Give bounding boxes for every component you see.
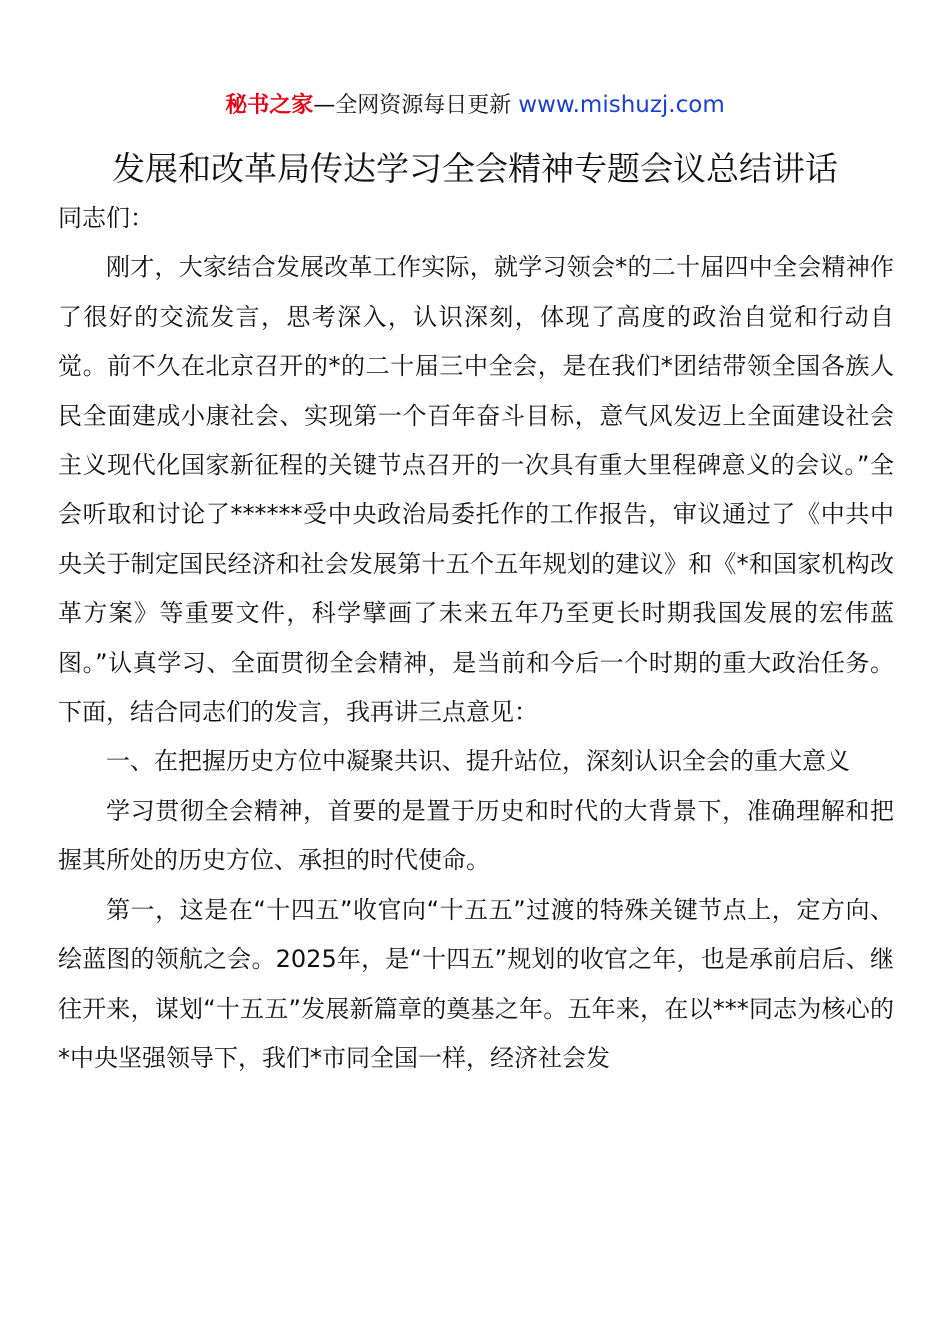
salutation: 同志们： (58, 204, 154, 232)
site-url-link[interactable]: www.mishuzj.com (518, 92, 725, 118)
site-header (0, 88, 950, 123)
body-paragraph: 学习贯彻全会精神，首要的是置于历史和时代的大背景下，准确理解和把握其所处的历史方位、承担的时代使命。 (58, 796, 894, 875)
section-heading: 一、在把握历史方位中凝聚共识、提升站位，深刻认识全会的重大意义 (106, 747, 850, 776)
document-body (58, 194, 894, 1083)
document-title: 发展和改革局传达学习全会精神专题会议总结讲话 (112, 149, 838, 188)
body-paragraph: 第一，这是在“十四五”收官向“十五五”过渡的特殊关键节点上，定方向、绘蓝图的领航之会。2025年，是“十四五”规划的收官之年，也是承前启后、继往开来，谋划“十五五”发展新篇章的奠基之年。五年来，在以***同志为核心的*中央坚强领导下，我们*市同全国一样，经济社会发 (58, 895, 894, 1072)
site-brand: 秘书之家 (225, 93, 314, 118)
site-tagline: —全网资源每日更新 (313, 93, 512, 118)
body-paragraph: 刚才，大家结合发展改革工作实际，就学习领会*的二十届四中全会精神作了很好的交流发言，思考深入，认识深刻，体现了高度的政治自觉和行动自觉。前不久在北京召开的*的二十届三中全会，是在我们*团结带领全国各族人民全面建成小康社会、实现第一个百年奋斗目标，意气风发迈上全面建设社会主义现代化国家新征程的关键节点召开的一次具有重大里程碑意义的会议。”全会听取和讨论了******受中央政治局委托作的工作报告，审议通过了《中共中央关于制定国民经济和社会发展第十五个五年规划的建议》和《*和国家机构改革方案》等重要文件，科学擘画了未来五年乃至更长时期我国发展的宏伟蓝图。”认真学习、全面贯彻全会精神，是当前和今后一个时期的重大政治任务。下面，结合同志们的发言，我再讲三点意见： (58, 253, 894, 727)
